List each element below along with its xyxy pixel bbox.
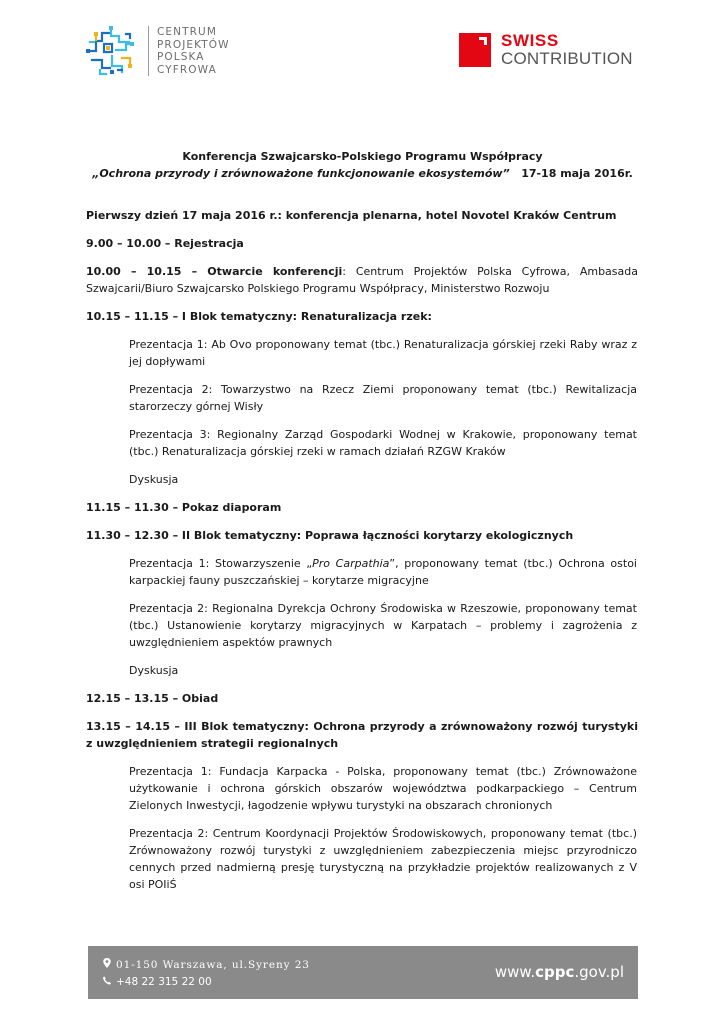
swiss-contribution-logo (459, 32, 633, 68)
block1-heading: 10.15 – 11.15 – I Blok tematyczny: Renaturalizacja rzek: (86, 310, 432, 323)
agenda-opening (86, 263, 638, 297)
cppc-line: PROJEKTÓW (157, 38, 230, 51)
footer-address (102, 958, 310, 971)
website-prefix: www. (494, 963, 536, 981)
block2-discussion: Dyskusja (129, 664, 179, 677)
address-text: 01-150 Warszawa, ul.Syreny 23 (116, 959, 310, 971)
agenda-lunch: 12.15 – 13.15 – Obiad (86, 692, 219, 705)
swiss-wordmark (501, 32, 633, 68)
website-domain: cppc (535, 963, 575, 981)
b2p1-part-c: ”, proponowany temat (tbc.) Ochrona ostoi karpackiej fauny puszczańskiej – korytarze migracyjne (129, 557, 637, 587)
footer-bar (88, 946, 638, 999)
block2-presentation1 (129, 555, 637, 589)
day1-heading: Pierwszy dzień 17 maja 2016 r.: konferencja plenarna, hotel Novotel Kraków Centrum (86, 209, 617, 222)
block1-discussion: Dyskusja (129, 473, 179, 486)
cppc-line: CENTRUM (157, 26, 217, 38)
block2-heading: 11.30 – 12.30 – II Blok tematyczny: Poprawa łączności korytarzy ekologicznych (86, 529, 574, 542)
cppc-line: POLSKA (157, 51, 205, 63)
b2p1-org-name: Pro Carpathia (312, 557, 390, 570)
block3-presentation2: Prezentacja 2: Centrum Koordynacji Projektów Środowiskowych, proponowany temat (tbc.) Zrównoważony rozwój turystyki z uwzględnieniem zabezpieczenia miejsc przyrodniczo cennych przed nadmierną presję turystyczną na przykładzie projektów realizowanych z V osi POIiŚ (129, 827, 637, 891)
block1-presentation1: Prezentacja 1: Ab Ovo proponowany temat (tbc.) Renaturalizacja górskiej rzeki Raby wraz z jej dopływami (129, 338, 637, 368)
swiss-flag-icon (459, 33, 491, 67)
cppc-logo (82, 22, 230, 80)
opening-time: 10.00 – 10.15 – Otwarcie konferencji (86, 265, 343, 278)
opening-text: : Centrum Projektów Polska Cyfrowa, Ambasada Szwajcarii/Biuro Szwajcarsko Polskiego Programu Współpracy, Ministerstwo Rozwoju (86, 265, 638, 295)
cppc-line: CYFROWA (157, 63, 217, 76)
cppc-circuit-logo-icon (82, 22, 140, 80)
footer-phone (102, 976, 212, 988)
phone-text: +48 22 315 22 00 (116, 976, 212, 988)
website-suffix: .gov.pl (574, 963, 624, 981)
block3-presentation1: Prezentacja 1: Fundacja Karpacka - Polska, proponowany temat (tbc.) Zrównoważone użytkowanie i ochrona górskich obszarów województwa podkarpackiego – Centrum Zielonych Inwestycji, łagodzenie wpływu turystyki na obszarach chronionych (129, 765, 637, 812)
b2p1-part-a: Prezentacja 1: Stowarzyszenie „ (129, 557, 313, 570)
block1-presentation3: Prezentacja 3: Regionalny Zarząd Gospodarki Wodnej w Krakowie, proponowany temat (tbc.) Renaturalizacja górskiej rzeki w ramach działań RZGW Kraków (129, 428, 637, 458)
swiss-line2: CONTRIBUTION (501, 49, 633, 68)
block3-heading: 13.15 – 14.15 – III Blok tematyczny: Ochrona przyrody a zrównoważony rozwój turystyki z uwzględnieniem strategii regionalnych (86, 720, 638, 750)
block2-presentation2: Prezentacja 2: Regionalna Dyrekcja Ochrony Środowiska w Rzeszowie, proponowany temat (tbc.) Ustanowienie korytarzy migracyjnych w Karpatach – problemy i zagrożenia z uwzględnieniem aspektów prawnych (129, 602, 637, 649)
swiss-line1: SWISS (501, 31, 559, 50)
title-line1: Konferencja Szwajcarsko-Polskiego Programu Współpracy (182, 150, 543, 163)
logo-divider (148, 26, 149, 76)
title-subtitle: „Ochrona przyrody i zrównoważone funkcjonowanie ekosystemów” (92, 167, 510, 180)
title-dates: 17-18 maja 2016r. (521, 167, 633, 180)
map-pin-icon (102, 958, 112, 968)
agenda-registration: 9.00 – 10.00 – Rejestracja (86, 237, 244, 250)
agenda-slideshow: 11.15 – 11.30 – Pokaz diaporam (86, 501, 282, 514)
cppc-wordmark (157, 26, 230, 76)
phone-icon (102, 976, 112, 985)
footer-website[interactable] (495, 963, 624, 981)
conference-title (0, 148, 725, 182)
block1-presentation2: Prezentacja 2: Towarzystwo na Rzecz Ziemi proponowany temat (tbc.) Rewitalizacja starorzeczy górnej Wisły (129, 383, 637, 413)
